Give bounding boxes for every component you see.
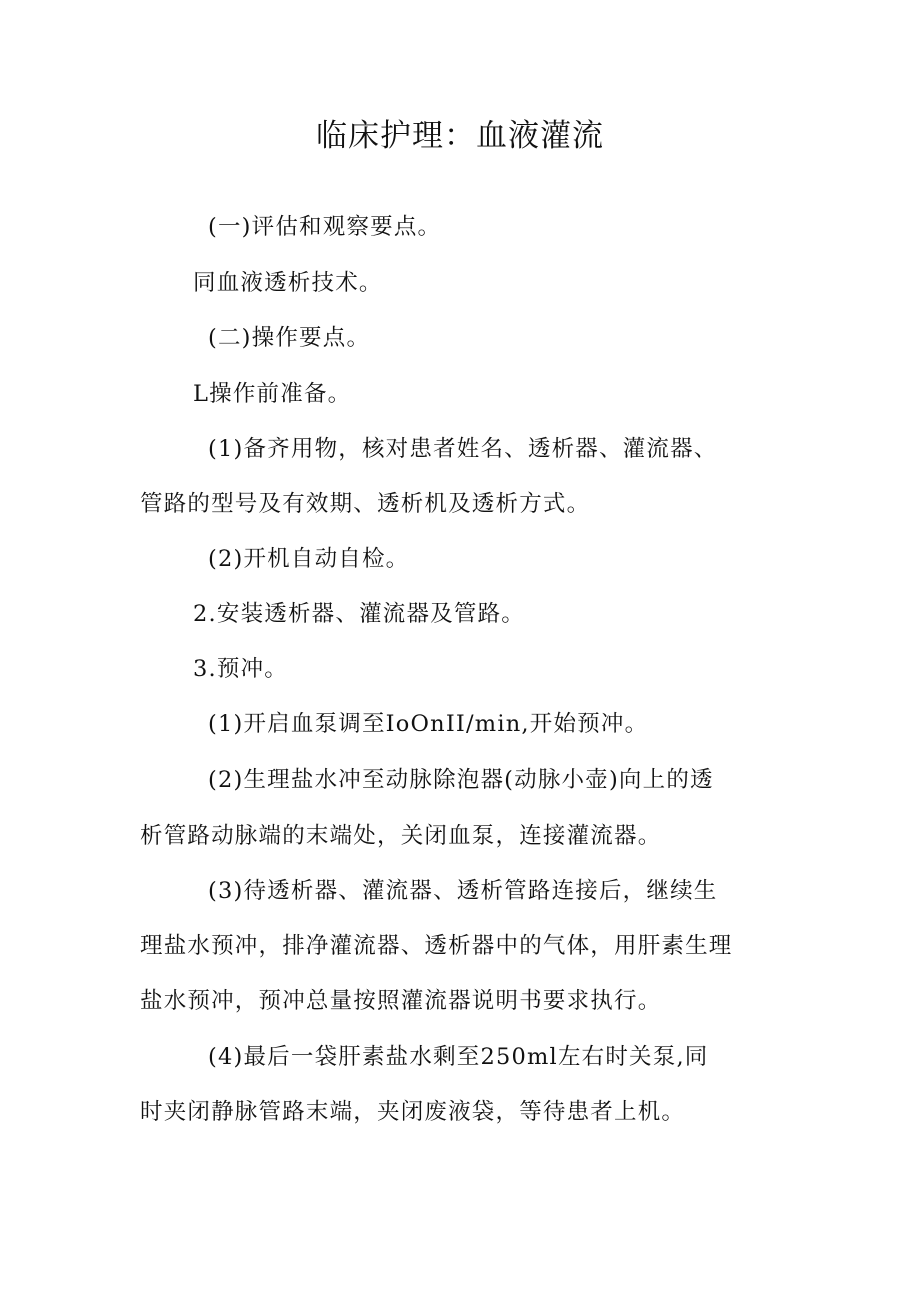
- paragraph-line: 盐水预冲，预冲总量按照灌流器说明书要求执行。: [140, 988, 662, 1014]
- paragraph-line: (1)开启血泵调至IoOnII/min,开始预冲。: [208, 711, 649, 737]
- paragraph-line: 时夹闭静脉管路末端，夹闭废液袋，等待患者上机。: [140, 1099, 686, 1125]
- paragraph-line: (4)最后一袋肝素盐水剩至250ml左右时关泵,同: [208, 1044, 709, 1070]
- paragraph-line: (1)备齐用物，核对患者姓名、透析器、灌流器、: [208, 436, 718, 462]
- paragraph-line: (2)生理盐水冲至动脉除泡器(动脉小壶)向上的透: [208, 767, 714, 793]
- paragraph-line: 管路的型号及有效期、透析机及透析方式。: [140, 491, 591, 517]
- subsection-heading-prime: 3.预冲。: [193, 656, 288, 682]
- subsection-heading-install: 2.安装透析器、灌流器及管路。: [193, 601, 525, 627]
- section-heading-assessment: (一)评估和观察要点。: [208, 214, 442, 240]
- subsection-heading-preparation: L操作前准备。: [193, 381, 352, 407]
- paragraph-line: (2)开机自动自检。: [208, 546, 410, 572]
- paragraph-line: (3)待透析器、灌流器、透析管路连接后，继续生: [208, 878, 718, 904]
- document-title: 临床护理：血液灌流: [316, 118, 604, 154]
- section-heading-operation: (二)操作要点。: [208, 325, 371, 351]
- paragraph-line: 同血液透析技术。: [193, 270, 383, 296]
- paragraph-line: 理盐水预冲，排净灌流器、透析器中的气体，用肝素生理: [140, 933, 733, 959]
- paragraph-line: 析管路动脉端的末端处，关闭血泵，连接灌流器。: [140, 823, 662, 849]
